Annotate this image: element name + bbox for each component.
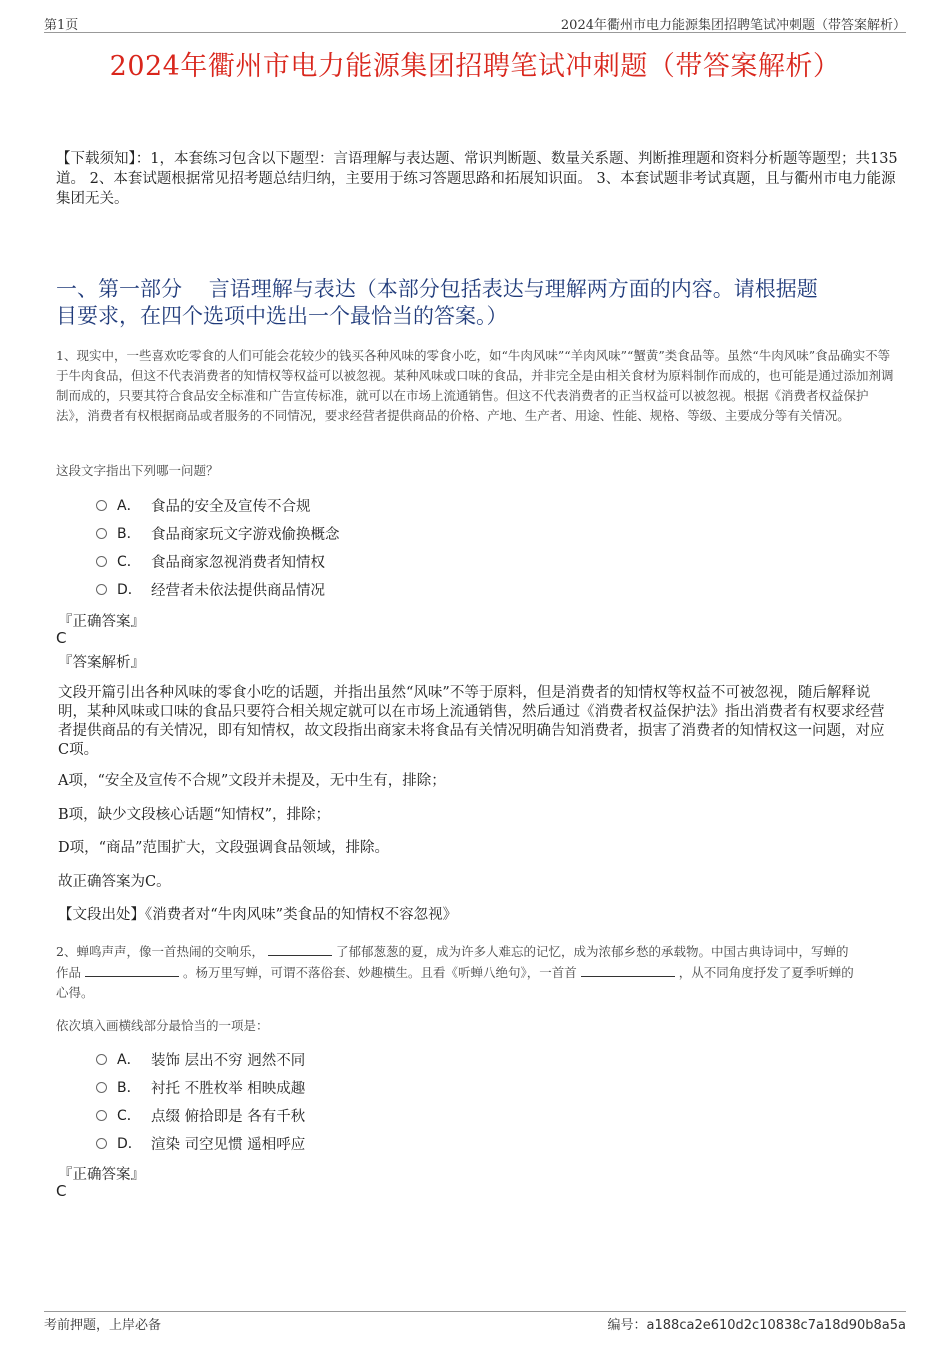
q2-text-part: 了郁郁葱葱的夏，成为许多人难忘的记忆，成为浓郁乡愁的承载物。中国古典诗词中，写蝉的 <box>335 944 849 959</box>
q1-answer-label: 『正确答案』 <box>58 614 145 630</box>
q1-analysis-label: 『答案解析』 <box>58 655 145 671</box>
option-text: 装饰 层出不穷 迥然不同 <box>151 1052 306 1069</box>
page-title: 2024年衢州市电力能源集团招聘笔试冲刺题（带答案解析） <box>109 51 841 82</box>
radio-icon[interactable] <box>96 556 107 567</box>
option-letter: C． <box>117 1108 141 1124</box>
option-letter: A． <box>117 498 141 514</box>
question-2-text <box>56 941 898 1003</box>
fill-blank-1[interactable] <box>268 941 332 956</box>
option-letter: D． <box>117 582 142 598</box>
q2-text-part: ，从不同角度抒发了夏季听蝉的 <box>678 965 854 980</box>
q1-analysis: 文段开篇引出各种风味的零食小吃的话题，并指出虽然“风味”不等于原料，但是消费者的知情权等权益不可被忽视，随后解释说明，某种风味或口味的食品只要符合相关规定就可以在市场上流通销售，然后通过《消费者权益保护法》指出消费者有权要求经营者提供商品的有关情况，即有知情权，故文段指出商家未将食品有关情况明确告知消费者，损害了消费者的知情权这一问题，对应C项。 <box>58 685 885 758</box>
section-title-line2: 目要求，在四个选项中选出一个最恰当的答案。） <box>56 304 508 328</box>
option-letter: A． <box>117 1052 141 1068</box>
footer-code-value: a188ca2e610d2c10838c7a18d90b8a5a <box>646 1318 906 1333</box>
q1-note-a: A项，“安全及宣传不合规”文段并未提及，无中生有，排除； <box>58 773 446 789</box>
header-divider <box>44 32 906 33</box>
q2-text-part: 心得。 <box>56 985 94 1000</box>
option-text: 食品的安全及宣传不合规 <box>151 498 311 515</box>
q2-text-part: 2、蝉鸣声声，像一首热闹的交响乐， <box>56 944 264 959</box>
footer-divider <box>44 1311 906 1312</box>
radio-icon[interactable] <box>96 584 107 595</box>
fill-blank-3[interactable] <box>581 962 675 977</box>
q2-answer-label: 『正确答案』 <box>58 1167 145 1183</box>
footer-slogan: 考前押题，上岸必备 <box>44 1318 162 1333</box>
q2-answer: C <box>56 1182 67 1200</box>
download-notice: 【下载须知】：1，本套练习包含以下题型：言语理解与表达题、常识判断题、数量关系题、判断推理题和资料分析题等题型；共135道。 2、本套试题根据常见招考题总结归纳，主要用于练习答题思路和拓展知识面。 3、本套试题非考试真题，且与衢州市电力能源集团无关。 <box>56 151 898 207</box>
question-1-prompt: 这段文字指出下列哪一问题？ <box>56 463 219 478</box>
q2-option-a[interactable] <box>96 1048 305 1070</box>
q2-option-d[interactable] <box>96 1132 305 1154</box>
radio-icon[interactable] <box>96 1110 107 1121</box>
footer-code <box>608 1314 906 1333</box>
section-title <box>56 276 898 330</box>
option-letter: B． <box>117 1080 141 1096</box>
radio-icon[interactable] <box>96 528 107 539</box>
fill-blank-2[interactable] <box>85 962 179 977</box>
option-text: 衬托 不胜枚举 相映成趣 <box>151 1080 306 1097</box>
q1-option-b[interactable] <box>96 522 340 544</box>
q2-option-b[interactable] <box>96 1076 305 1098</box>
option-text: 点缀 俯拾即是 各有千秋 <box>151 1108 306 1125</box>
option-letter: D． <box>117 1136 142 1152</box>
q1-note-b: B项，缺少文段核心话题“知情权”，排除； <box>58 807 330 823</box>
page-number: 第1页 <box>44 18 79 33</box>
q2-text-part: 。杨万里写蝉，可谓不落俗套、妙趣横生。且看《听蝉八绝句》，一首首 <box>182 965 577 980</box>
option-text: 食品商家玩文字游戏偷换概念 <box>151 526 340 543</box>
q1-option-d[interactable] <box>96 578 325 600</box>
option-letter: B． <box>117 526 141 542</box>
radio-icon[interactable] <box>96 1054 107 1065</box>
q1-note-d: D项，“商品”范围扩大，文段强调食品领域，排除。 <box>58 840 389 856</box>
section-title-line1: 一、第一部分 言语理解与表达（本部分包括表达与理解两方面的内容。请根据题 <box>56 277 818 301</box>
radio-icon[interactable] <box>96 1138 107 1149</box>
q1-answer: C <box>56 629 67 647</box>
question-2-prompt: 依次填入画横线部分最恰当的一项是： <box>56 1018 269 1033</box>
header-doc-title: 2024年衢州市电力能源集团招聘笔试冲刺题（带答案解析） <box>560 18 906 33</box>
option-text: 食品商家忽视消费者知情权 <box>151 554 325 571</box>
q1-source: 【文段出处】《消费者对“牛肉风味”类食品的知情权不容忽视》 <box>58 907 458 923</box>
q1-option-c[interactable] <box>96 550 325 572</box>
question-1-text: 1、现实中，一些喜欢吃零食的人们可能会花较少的钱买各种风味的零食小吃，如“牛肉风味”“羊肉风味”“蟹黄”类食品等。虽然“牛肉风味”食品确实不等于牛肉食品，但这不代表消费者的知情权等权益可以被忽视。某种风味或口味的食品，并非完全是由相关食材为原料制作而成的，也可能是通过添加剂调制而成的，只要其符合食品安全标准和广告宣传标准，就可以在市场上流通销售。但这不代表消费者的正当权益可以被忽视。根据《消费者权益保护法》，消费者有权根据商品或者服务的不同情况，要求经营者提供商品的价格、产地、生产者、用途、性能、规格、等级、主要成分等有关情况。 <box>56 348 894 423</box>
q1-option-a[interactable] <box>96 494 311 516</box>
option-letter: C． <box>117 554 141 570</box>
q1-conclusion: 故正确答案为C。 <box>58 874 171 890</box>
option-text: 渲染 司空见惯 遥相呼应 <box>151 1136 306 1153</box>
q2-option-c[interactable] <box>96 1104 305 1126</box>
q2-text-part: 作品 <box>56 965 82 980</box>
footer-code-label: 编号： <box>607 1318 647 1333</box>
option-text: 经营者未依法提供商品情况 <box>151 582 325 599</box>
radio-icon[interactable] <box>96 500 107 511</box>
radio-icon[interactable] <box>96 1082 107 1093</box>
